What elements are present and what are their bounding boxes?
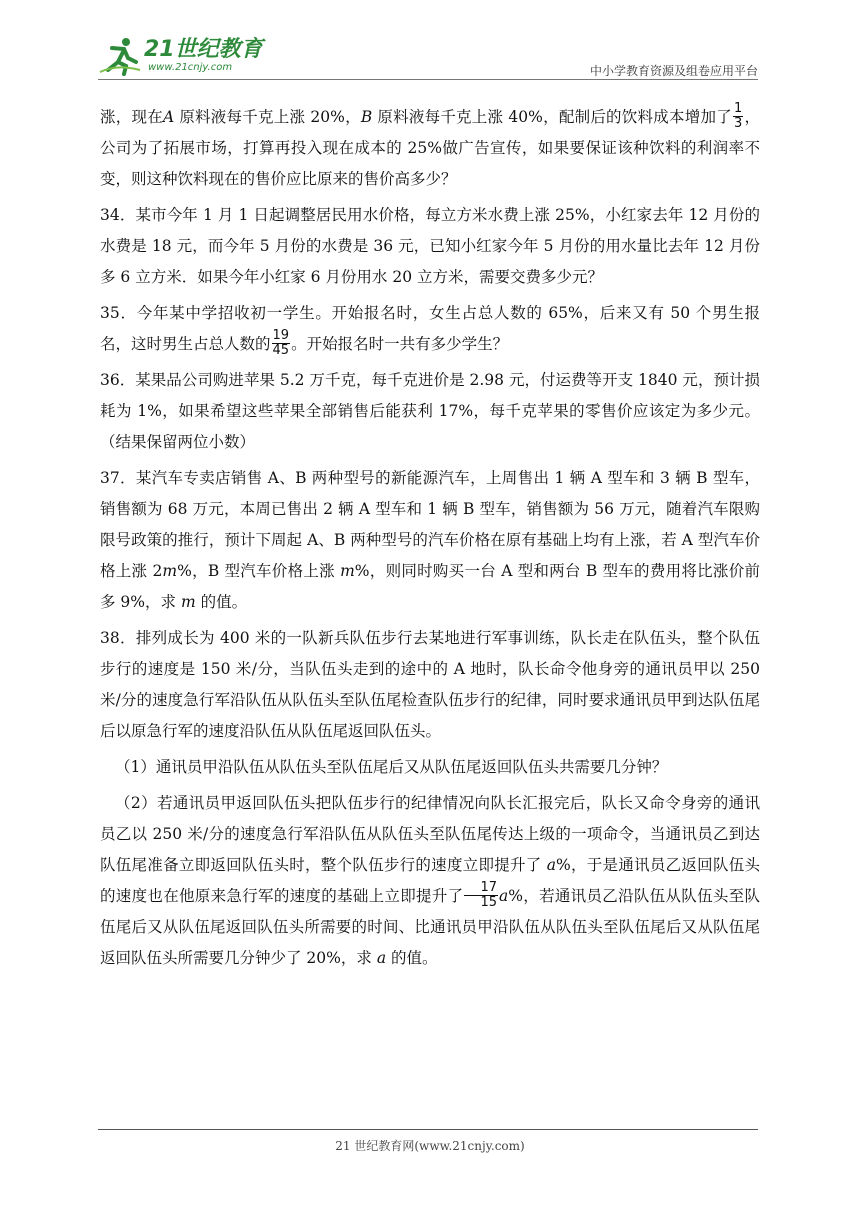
fraction: $\frac{19}{45}$ [272,327,290,358]
header-divider [98,79,758,80]
footer-divider [98,1129,758,1130]
document-body [100,102,760,979]
question-37: 37．某汽车专卖店销售 A、B 两种型号的新能源汽车，上周售出 1 辆 A 型车和 3 辆 B 型车，销售额为 68 万元，本周已售出 2 辆 A 型车和 1 辆 B 型车，销售额为 56 万元，随着汽车限购限号政策的推行，预计下周起 A、B 两种型号的汽车价格在原有基础上均有上涨，若 A 型汽车价格上涨 2m%，B 型汽车价格上涨 m%，则同时购买一台 A 型和两台 B 型车的费用将比涨价前多 9%，求 m 的值。 [100,469,760,611]
page-header [98,30,758,78]
fraction: $\frac{1}{3}$ [733,100,743,131]
site-logo [98,36,263,76]
question-38-part-2: （2）若通讯员甲返回队伍头把队伍步行的纪律情况向队长汇报完后，队长又命令身旁的通讯员乙以 250 米/分的速度急行军沿队伍从队伍头至队伍尾传达上级的一项命令，当通讯员乙到达队伍尾准备立即返回队伍头时，整个队伍步行的速度立即提升了 a%，于是通讯员乙返回队伍头的速度也在他原来急行军的速度的基础上立即提升了 $\frac{17}{15}$ a%，若通讯员乙沿队伍从队伍头至队伍尾后又从队伍尾返回队伍头所需要的时间、比通讯员甲沿队伍从队伍头至队伍尾后又从队伍尾返回队伍头所需要几分钟少了 20%，求 a 的值。 [100,794,760,967]
header-platform-text: 中小学教育资源及组卷应用平台 [589,64,758,78]
question-38-part-1: （1）通讯员甲沿队伍从队伍头至队伍尾后又从队伍尾返回队伍头共需要几分钟？ [115,758,668,776]
question-34: 34．某市今年 1 月 1 日起调整居民用水价格，每立方米水费上涨 25%，小红家去年 12 月份的水费是 18 元，而今年 5 月份的水费是 36 元，已知小红家今年 5 月份的用水量比去年 12 月份多 6 立方米．如果今年小红家 6 月份用水 20 立方米，需要交费多少元？ [100,206,760,286]
page-footer: 21 世纪教育网(www.21cnjy.com) [335,1139,525,1153]
question-38-stem: 38．排列成长为 400 米的一队新兵队伍步行去某地进行军事训练，队长走在队伍头，整个队伍步行的速度是 150 米/分，当队伍头走到的途中的 A 地时，队长命令他身旁的通讯员甲以 250 米/分的速度急行军沿队伍从队伍头至队伍尾检查队伍步行的纪律，同时要求通讯员甲到达队伍尾后以原急行军的速度沿队伍从队伍尾返回队伍头。 [100,629,760,740]
logo-url: www.21cnjy.com [148,62,233,73]
question-35: 35．今年某中学招收初一学生。开始报名时，女生占总人数的 65%，后来又有 50 个男生报名，这时男生占总人数的 $\frac{19}{45}$ 。开始报名时一共有多少学生？ [100,304,760,358]
fraction: $\frac{17}{15}$ [464,881,498,910]
question-36: 36．某果品公司购进苹果 5.2 万千克，每千克进价是 2.98 元，付运费等开支 1840 元，预计损耗为 1%，如果希望这些苹果全部销售后能获利 17%，每千克苹果的零售价应该定为多少元。（结果保留两位小数） [100,371,760,451]
runner-logo-icon [98,36,142,76]
logo-title: 21世纪教育 [144,37,263,62]
question-33-continuation: 涨，现在A 原料液每千克上涨 20%，B 原料液每千克上涨 40%，配制后的饮料成本增加了 $\frac{1}{3}$ ，公司为了拓展市场，打算再投入现在成本的 25%做广告宣传，如果要保证该种饮料的利润率不变，则这种饮料现在的售价应比原来的售价高多少？ [100,100,760,188]
